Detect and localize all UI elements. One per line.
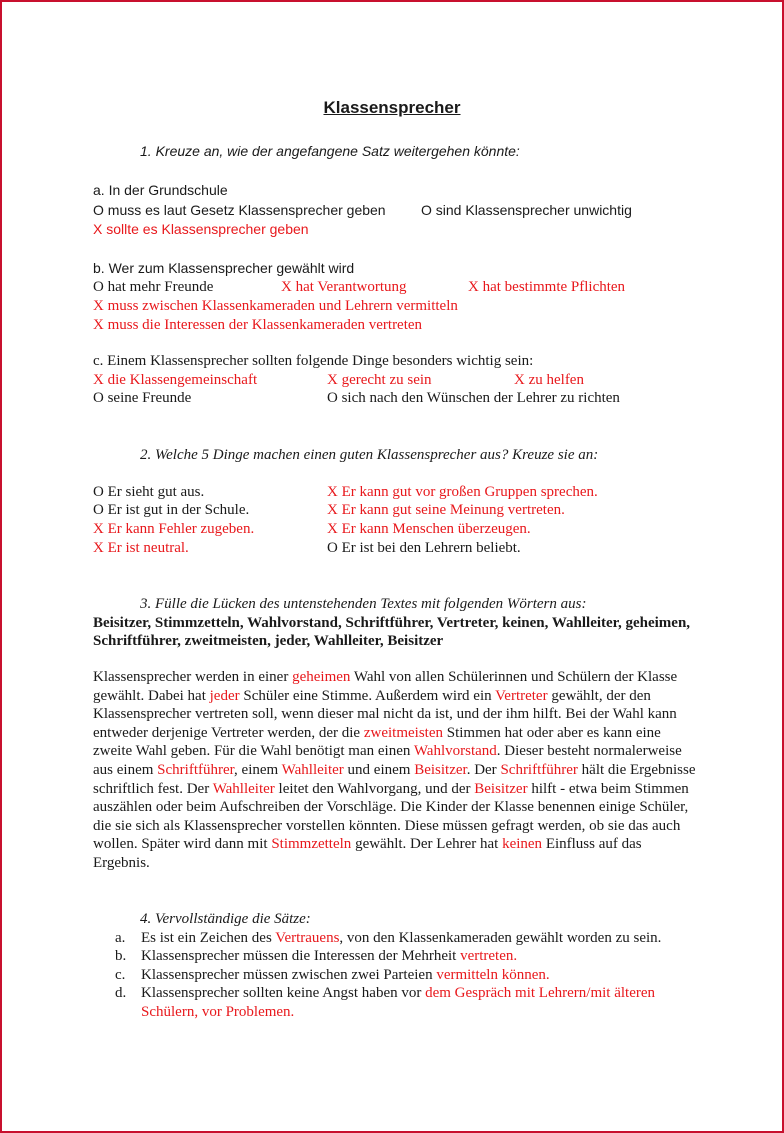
list-item-label: a.: [115, 930, 126, 946]
q1c-option-5: O sich nach den Wünschen der Lehrer zu richten: [327, 390, 620, 406]
q1c-label: c. Einem Klassensprecher sollten folgende Dinge besonders wichtig sein:: [93, 353, 534, 369]
sentence-answer: dem Gespräch mit Lehrern/mit älteren Schülern, vor Problemen.: [141, 985, 656, 1020]
question-1-heading: 1. Kreuze an, wie der angefangene Satz weitergehen könnte:: [140, 143, 520, 159]
q1c-option-1: X die Klassengemeinschaft: [93, 372, 258, 388]
page-title: Klassensprecher: [323, 98, 461, 117]
q2-left-option-4: X Er ist neutral.: [93, 540, 189, 556]
q2-right-option-2: X Er kann gut seine Meinung vertreten.: [327, 502, 565, 518]
sentence-start: Klassensprecher müssen zwischen zwei Parteien: [141, 966, 437, 983]
q1c-option-3: X zu helfen: [514, 372, 584, 388]
question-3-heading: 3. Fülle die Lücken des untenstehenden Textes mit folgenden Wörtern aus:: [140, 596, 587, 612]
list-item: [115, 929, 695, 947]
q1a-option-3: X sollte es Klassensprecher geben: [93, 221, 309, 237]
q1b-option-4: X muss zwischen Klassenkameraden und Lehrern vermitteln: [93, 298, 458, 314]
gap-answer: Schriftführer: [500, 761, 578, 778]
q1c-option-2: X gerecht zu sein: [327, 372, 432, 388]
q2-right-option-1: X Er kann gut vor großen Gruppen sprechen.: [327, 484, 598, 500]
gap-answer: Stimmzetteln: [271, 836, 352, 853]
text-segment: hält die Ergebnisse schriftlich fest. Der: [93, 761, 696, 797]
text-segment: gewählt, der den Klassensprecher vertreten soll, wenn dieser mal nicht da ist, und der ihm hilft. Bei der Wahl kann entweder derjenige Vertreter werden, der die: [93, 687, 677, 741]
list-item: [115, 947, 695, 965]
sentence-answer: vermitteln können.: [436, 966, 550, 983]
sentence-start: Es ist ein Zeichen des: [141, 930, 276, 946]
text-segment: gewählt. Der Lehrer hat: [351, 836, 503, 853]
text-segment: Wahl von allen Schülerinnen und Schülern der Klasse gewählt. Dabei hat: [93, 669, 678, 704]
q1c-option-4: O seine Freunde: [93, 390, 192, 406]
q2-left-option-1: O Er sieht gut aus.: [93, 484, 205, 500]
sentence-start: Klassensprecher sollten keine Angst haben vor: [141, 985, 426, 1002]
q2-right-option-4: O Er ist bei den Lehrern beliebt.: [327, 540, 521, 556]
text-segment: Stimmen hat oder aber es kann eine zweite Wahl geben. Für die Wahl benötigt man einen: [93, 724, 661, 760]
gap-answer: zweitmeisten: [363, 724, 443, 741]
q3-cloze-paragraph: [93, 668, 697, 873]
text-segment: leitet den Wahlvorgang, und der: [274, 780, 475, 797]
text-segment: Klassensprecher werden in einer: [93, 669, 293, 685]
gap-answer: Wahlvorstand: [413, 743, 497, 760]
q2-left-option-2: O Er ist gut in der Schule.: [93, 502, 250, 518]
text-segment: . Der: [466, 761, 501, 778]
q1a-option-2: O sind Klassensprecher unwichtig: [421, 202, 632, 218]
q1a-label: a. In der Grundschule: [93, 182, 228, 198]
list-item: [115, 984, 695, 1021]
list-item-text: [141, 966, 695, 984]
q1b-option-5: X muss die Interessen der Klassenkameraden vertreten: [93, 317, 423, 333]
q4-sentence-list: [115, 929, 695, 1021]
q3-word-list: Beisitzer, Stimmzetteln, Wahlvorstand, Schriftführer, Vertreter, keinen, Wahlleiter, geheimen, Schriftführer, zweitmeisten, jeder, Wahlleiter, Beisitzer: [93, 615, 691, 649]
gap-answer: jeder: [209, 687, 240, 704]
gap-answer: Vertreter: [495, 687, 548, 704]
list-item-label: c.: [115, 966, 126, 983]
gap-answer: keinen: [502, 836, 543, 853]
gap-answer: Wahlleiter: [281, 761, 344, 778]
sentence-answer: vertreten.: [460, 948, 518, 965]
text-segment: Einfluss auf das Ergebnis.: [93, 836, 642, 871]
gap-answer: geheimen: [292, 669, 351, 685]
list-item-text: [141, 929, 695, 947]
q1a-option-1: O muss es laut Gesetz Klassensprecher geben: [93, 202, 386, 218]
text-segment: . Dieser besteht normalerweise aus einem: [93, 743, 682, 778]
list-item-text: [141, 947, 695, 965]
q2-left-option-3: X Er kann Fehler zugeben.: [93, 521, 255, 537]
list-item: [115, 966, 695, 984]
q1b-option-2: X hat Verantwortung: [281, 279, 407, 295]
gap-answer: Schriftführer: [157, 761, 235, 778]
q2-right-option-3: X Er kann Menschen überzeugen.: [327, 521, 531, 537]
question-2-heading: 2. Welche 5 Dinge machen einen guten Klassensprecher aus? Kreuze sie an:: [140, 447, 599, 463]
gap-answer: Wahlleiter: [212, 780, 275, 797]
question-4-heading: 4. Vervollständige die Sätze:: [140, 911, 311, 927]
text-segment: hilft - etwa beim Stimmen auszählen oder beim Aufschreiben der Vorschläge. Die Kinder der Klasse benennen einige Schüler, die sie sich als Klassensprecher vorstellen könnten. Diese müssen gefragt werden, ob sie das auch wollen. Später wird dann mit: [93, 780, 689, 853]
text-segment: und einem: [343, 761, 415, 778]
gap-answer: Beisitzer: [474, 780, 528, 797]
text-segment: , einem: [234, 761, 282, 778]
list-item-label: b.: [115, 948, 127, 965]
gap-answer: Beisitzer: [414, 761, 467, 778]
q1b-option-3: X hat bestimmte Pflichten: [468, 279, 626, 295]
list-item-label: d.: [115, 985, 127, 1002]
q1b-label: b. Wer zum Klassensprecher gewählt wird: [93, 260, 355, 276]
sentence-rest: , von den Klassenkameraden gewählt worden zu sein.: [339, 930, 662, 946]
list-item-text: [141, 984, 695, 1021]
sentence-start: Klassensprecher müssen die Interessen der Mehrheit: [141, 948, 461, 965]
text-segment: Schüler eine Stimme. Außerdem wird ein: [239, 687, 496, 704]
q1b-option-1: O hat mehr Freunde: [93, 279, 214, 295]
sentence-answer: Vertrauens: [275, 930, 340, 946]
